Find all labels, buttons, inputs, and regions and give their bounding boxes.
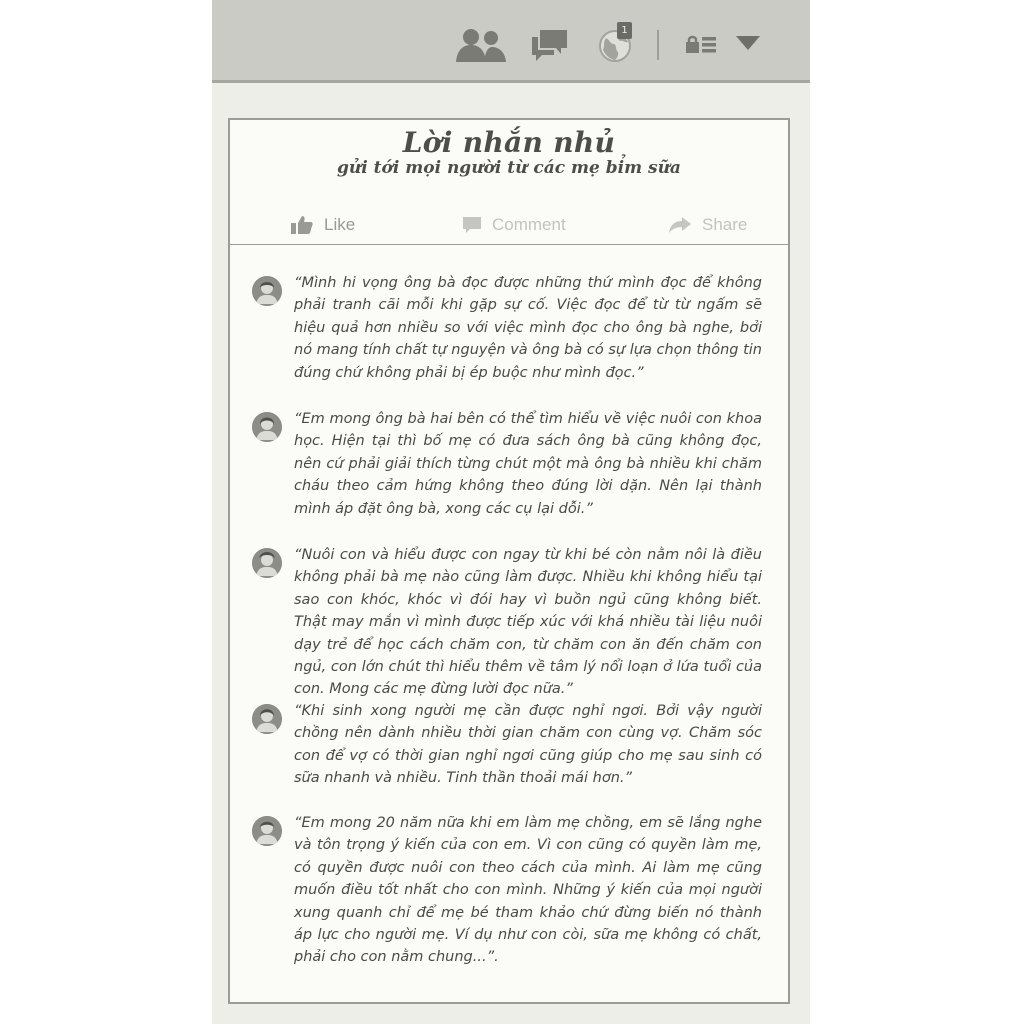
post-header xyxy=(230,120,788,245)
avatar xyxy=(252,276,282,306)
post-card xyxy=(228,118,790,1004)
lock-settings-icon[interactable] xyxy=(685,34,717,54)
comment-label: Comment xyxy=(492,215,566,234)
post-actions xyxy=(230,208,788,242)
share-arrow-icon xyxy=(668,216,692,234)
thumbs-up-icon xyxy=(290,215,314,235)
topbar-separator xyxy=(657,30,659,60)
avatar xyxy=(252,548,282,578)
like-button[interactable] xyxy=(290,208,355,242)
comment-text: “Em mong 20 năm nữa khi em làm mẹ chồng, em sẽ lắng nghe và tôn trọng ý kiến của con em. Vì con cũng có quyền làm mẹ, có quyền được nuôi con theo cách của mình. Ai làm mẹ cũng muốn điều tốt nhất cho con mình. Những ý kiến của mọi người xung quanh chỉ để mẹ bé tham khảo chứ đừng biến nó thành áp lực cho người mẹ. Ví dụ như con còi, sữa mẹ không có chất, phải cho con nằm chung...”. xyxy=(294,815,762,966)
comment-text: “Nuôi con và hiểu được con ngay từ khi bé còn nằm nôi là điều không phải bà mẹ nào cũng làm được. Nhiều khi không hiểu tại sao con khóc, khóc vì đói hay vì buồn ngủ cũng không biết. Thật may mắn vì mình được tiếp xúc với khá nhiều tài liệu nuôi dạy trẻ để học cách chăm con, từ chăm con ăn đến chăm con ngủ, con lớn chút thì hiểu thêm về tâm lý nổi loạn ở lứa tuổi của con. Mong các mẹ đừng lười đọc nữa.” xyxy=(294,547,762,698)
friends-icon[interactable] xyxy=(455,26,509,64)
card-edge-divider xyxy=(788,212,790,246)
comment-button[interactable] xyxy=(462,208,566,242)
book-page xyxy=(212,0,810,1024)
like-label: Like xyxy=(324,215,356,234)
avatar xyxy=(252,412,282,442)
comment-text: “Khi sinh xong người mẹ cần được nghỉ ngơi. Bởi vậy người chồng nên dành nhiều thời gian chăm con cùng vợ. Chăm sóc con để vợ có thời gian nghỉ ngơi cũng giúp cho mẹ sau sinh có sữa nhanh và nhiều. Tinh thần thoải mái hơn.” xyxy=(294,703,762,787)
top-navigation-bar xyxy=(212,0,810,83)
share-button[interactable] xyxy=(668,208,747,242)
dropdown-arrow-icon[interactable] xyxy=(735,35,761,51)
comment-text: “Em mong ông bà hai bên có thể tìm hiểu về việc nuôi con khoa học. Hiện tại thì bố mẹ có đưa sách ông bà cũng không đọc, nên cứ phải giải thích từng chút một mà ông bà nhiều khi chăm cháu theo cảm hứng không theo đúng lời dặn. Nên lại thành mình áp đặt ông bà, xong các cụ lại dỗi.” xyxy=(294,411,762,517)
post-subtitle: gửi tới mọi người từ các mẹ bỉm sữa xyxy=(337,158,681,178)
notification-badge: 1 xyxy=(617,22,632,39)
comment-text: “Mình hi vọng ông bà đọc được những thứ mình đọc để không phải tranh cãi mỗi khi gặp sự cố. Việc đọc để từ từ ngấm sẽ hiệu quả hơn nhiều so với việc mình đọc cho ông bà nghe, bởi nó mang tính chất tự nguyện và ông bà có sự lựa chọn thông tin đúng chứ không phải bị ép buộc như mình đọc.” xyxy=(294,275,762,381)
comment-icon xyxy=(462,216,482,234)
avatar xyxy=(252,704,282,734)
messages-icon[interactable] xyxy=(530,28,570,62)
post-title: Lời nhắn nhủ xyxy=(402,126,616,159)
share-label: Share xyxy=(702,215,748,234)
avatar xyxy=(252,816,282,846)
